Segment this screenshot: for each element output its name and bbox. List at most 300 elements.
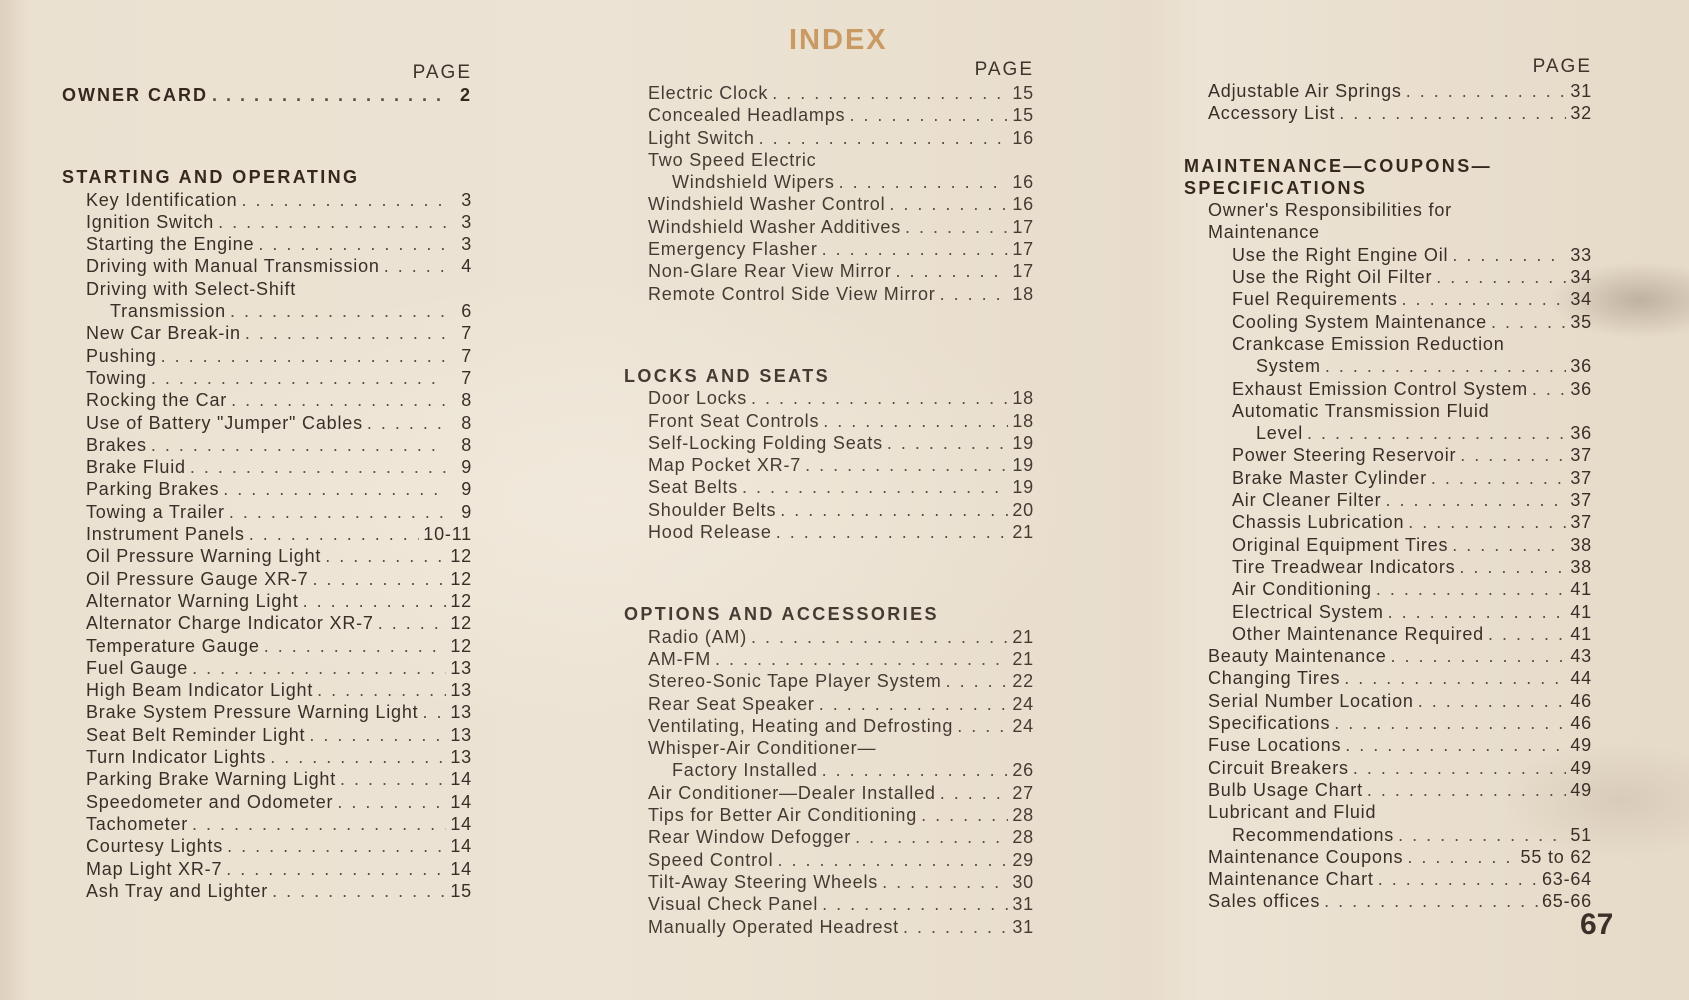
dot-leader — [1452, 534, 1566, 556]
entry-title: Ventilating, Heating and Defrosting — [648, 715, 954, 736]
entry-page: 13 — [450, 724, 472, 745]
dot-leader — [780, 499, 1008, 521]
entry-page: 31 — [1012, 894, 1034, 915]
entry-title: Hood Release — [648, 522, 772, 543]
entry-title: Tire Treadwear Indicators — [1232, 556, 1456, 577]
entry-title: Concealed Headlamps — [648, 105, 846, 126]
index-entry — [1184, 734, 1592, 756]
entry-page: 49 — [1570, 735, 1592, 756]
index-entry — [1184, 221, 1592, 243]
dot-leader — [1325, 355, 1566, 377]
entry-title: Fuse Locations — [1208, 735, 1342, 756]
index-entry — [1184, 757, 1592, 779]
dot-leader — [751, 626, 1008, 648]
index-entry — [62, 278, 472, 300]
dot-leader — [245, 322, 446, 344]
entry-title: Air Conditioning — [1232, 579, 1372, 600]
dot-leader — [1307, 422, 1566, 444]
entry-page: 9 — [461, 501, 472, 522]
index-entry — [1184, 266, 1592, 288]
entry-page: 33 — [1570, 244, 1592, 265]
index-entry — [62, 568, 472, 590]
dot-leader — [317, 679, 446, 701]
entry-page: 15 — [1012, 105, 1034, 126]
index-entry — [62, 389, 472, 411]
entry-page: 15 — [450, 880, 472, 901]
dot-leader — [1491, 311, 1566, 333]
index-entry — [624, 216, 1034, 238]
index-entry — [62, 434, 472, 456]
entry-page: 27 — [1012, 782, 1034, 803]
entry-title: Manually Operated Headrest — [648, 916, 899, 937]
entry-page: 16 — [1012, 127, 1034, 148]
entry-page: 7 — [461, 345, 472, 366]
entry-title: STARTING AND OPERATING — [62, 167, 360, 188]
dot-leader — [777, 849, 1008, 871]
entry-page: 32 — [1570, 103, 1592, 124]
dot-leader — [1532, 378, 1566, 400]
entry-title: Alternator Warning Light — [86, 590, 299, 611]
index-title: INDEX — [789, 24, 888, 56]
index-entry — [624, 127, 1034, 149]
entry-title: Crankcase Emission Reduction — [1232, 333, 1505, 354]
index-entry — [62, 345, 472, 367]
entry-title: Alternator Charge Indicator XR-7 — [86, 613, 374, 634]
dot-leader — [823, 410, 1008, 432]
dot-leader — [1418, 690, 1566, 712]
index-entry — [62, 813, 472, 835]
entry-title: Rear Seat Speaker — [648, 693, 815, 714]
index-entry — [624, 804, 1034, 826]
dot-leader — [819, 693, 1008, 715]
entry-title: Two Speed Electric — [648, 149, 817, 170]
index-entry — [1184, 578, 1592, 600]
entry-page: 6 — [461, 301, 472, 322]
spacer — [624, 573, 1034, 603]
dot-leader — [223, 478, 446, 500]
index-entries — [624, 82, 1034, 938]
entry-page: 37 — [1570, 467, 1592, 488]
index-entry — [62, 367, 472, 389]
entry-page: 3 — [461, 211, 472, 232]
dot-leader — [905, 216, 1008, 238]
entry-title: Chassis Lubrication — [1232, 512, 1405, 533]
entry-title: Remote Control Side View Mirror — [648, 283, 936, 304]
index-entry — [1184, 779, 1592, 801]
index-entry — [62, 523, 472, 545]
entry-title: Cooling System Maintenance — [1232, 311, 1487, 332]
index-entry — [1184, 80, 1592, 102]
entry-page: 38 — [1570, 534, 1592, 555]
entry-title: SPECIFICATIONS — [1184, 177, 1368, 198]
entry-page: 37 — [1570, 445, 1592, 466]
entry-title: Shoulder Belts — [648, 499, 777, 520]
entry-title: Tips for Better Air Conditioning — [648, 805, 918, 826]
section-heading — [624, 603, 1034, 625]
index-entry — [62, 211, 472, 233]
entry-page: 4 — [461, 256, 472, 277]
entry-title: Visual Check Panel — [648, 894, 819, 915]
index-entry — [62, 791, 472, 813]
entry-page: 21 — [1012, 626, 1034, 647]
entry-title: Maintenance Coupons — [1208, 846, 1404, 867]
index-entry — [1184, 355, 1592, 377]
dot-leader — [849, 104, 1008, 126]
entry-title: Use the Right Engine Oil — [1232, 244, 1449, 265]
entry-page: 13 — [450, 702, 472, 723]
entry-title: Owner's Responsibilities for — [1208, 200, 1452, 221]
index-entry — [62, 746, 472, 768]
index-entry — [62, 590, 472, 612]
dot-leader — [230, 300, 446, 322]
entry-title: Towing a Trailer — [86, 501, 225, 522]
entry-title: Specifications — [1208, 713, 1331, 734]
entry-page: 10-11 — [423, 524, 472, 545]
entry-page: 49 — [1570, 757, 1592, 778]
entry-title: Accessory List — [1208, 103, 1336, 124]
entry-page: 14 — [450, 836, 472, 857]
entry-page: 16 — [1012, 172, 1034, 193]
dot-leader — [1398, 824, 1566, 846]
entry-page: 16 — [1012, 194, 1034, 215]
dot-leader — [742, 476, 1008, 498]
index-entry — [62, 322, 472, 344]
dot-leader — [337, 791, 446, 813]
index-entry — [1184, 712, 1592, 734]
entry-page: 55 to 62 — [1520, 846, 1592, 867]
entry-page: 37 — [1570, 490, 1592, 511]
index-entry — [62, 545, 472, 567]
entry-page: 36 — [1570, 378, 1592, 399]
dot-leader — [325, 545, 446, 567]
index-entry — [624, 521, 1034, 543]
dot-leader — [805, 454, 1008, 476]
dot-leader — [190, 456, 446, 478]
entry-title: Use of Battery "Jumper" Cables — [86, 412, 363, 433]
index-entry — [1184, 244, 1592, 266]
entry-title: Speed Control — [648, 849, 774, 870]
entry-page: 31 — [1570, 81, 1592, 101]
index-entry — [1184, 288, 1592, 310]
entry-title: OPTIONS AND ACCESSORIES — [624, 604, 939, 625]
dot-leader — [887, 432, 1008, 454]
index-entry — [1184, 511, 1592, 533]
dot-leader — [272, 880, 446, 902]
entry-page: 63-64 — [1541, 869, 1592, 890]
index-entry — [624, 283, 1034, 305]
page-number: 67 — [1580, 908, 1614, 941]
entry-title: Factory Installed — [672, 760, 818, 781]
dot-leader — [151, 434, 446, 456]
index-entry — [624, 849, 1034, 871]
index-entry — [624, 104, 1034, 126]
spacer — [1184, 125, 1592, 155]
entry-page: 65-66 — [1541, 891, 1592, 912]
index-entry — [1184, 534, 1592, 556]
entry-page: 36 — [1570, 423, 1592, 444]
entry-page: 34 — [1570, 289, 1592, 310]
entry-page: 2 — [459, 85, 472, 105]
entry-page: 19 — [1012, 432, 1034, 453]
page-column-header: PAGE — [1532, 56, 1592, 77]
index-entry — [624, 238, 1034, 260]
dot-leader — [889, 193, 1008, 215]
entry-page: 12 — [450, 546, 472, 567]
index-entry — [1184, 489, 1592, 511]
entry-title: Changing Tires — [1208, 668, 1341, 689]
entry-title: Recommendations — [1232, 824, 1395, 845]
entry-page: 17 — [1012, 239, 1034, 260]
dot-leader — [161, 345, 446, 367]
section-heading — [1184, 155, 1592, 177]
index-entry — [624, 410, 1034, 432]
entry-title: Serial Number Location — [1208, 690, 1414, 711]
entry-title: Brake System Pressure Warning Light — [86, 702, 419, 723]
entry-page: 26 — [1012, 760, 1034, 781]
entry-page: 19 — [1012, 455, 1034, 476]
dot-leader — [940, 283, 1008, 305]
entry-title: Electric Clock — [648, 83, 769, 103]
index-entry — [62, 724, 472, 746]
entry-title: Windshield Washer Control — [648, 194, 886, 215]
entry-title: Fuel Gauge — [86, 657, 189, 678]
dot-leader — [192, 813, 446, 835]
entry-title: Whisper-Air Conditioner— — [648, 738, 877, 759]
index-entry — [1184, 601, 1592, 623]
entry-title: OWNER CARD — [62, 85, 208, 105]
entry-title: Fuel Requirements — [1232, 289, 1398, 310]
dot-leader — [1367, 779, 1566, 801]
entry-title: Temperature Gauge — [86, 635, 260, 656]
entry-title: Stereo-Sonic Tape Player System — [648, 671, 942, 692]
dot-leader — [1406, 80, 1566, 102]
page-column-header: PAGE — [974, 59, 1034, 80]
index-entry — [624, 648, 1034, 670]
dot-leader — [822, 759, 1008, 781]
spacer — [624, 335, 1034, 365]
index-entry — [624, 670, 1034, 692]
dot-leader — [855, 826, 1008, 848]
spacer — [62, 106, 472, 136]
index-entry — [1184, 311, 1592, 333]
entry-page: 34 — [1570, 267, 1592, 288]
entry-title: Driving with Manual Transmission — [86, 256, 380, 277]
entry-title: Driving with Select-Shift — [86, 278, 297, 299]
dot-leader — [1324, 890, 1538, 912]
entry-page: 8 — [461, 412, 472, 433]
index-entry — [624, 693, 1034, 715]
entry-title: Sales offices — [1208, 891, 1321, 912]
dot-leader — [258, 233, 446, 255]
dot-leader — [229, 501, 446, 523]
entry-title: Map Light XR-7 — [86, 858, 223, 879]
dot-leader — [226, 858, 446, 880]
entry-title: Parking Brake Warning Light — [86, 769, 337, 790]
dot-leader — [378, 612, 446, 634]
index-entry — [62, 701, 472, 723]
entry-page: 18 — [1012, 410, 1034, 431]
index-entry — [62, 189, 472, 211]
dot-leader — [759, 127, 1008, 149]
entry-title: MAINTENANCE—COUPONS— — [1184, 155, 1493, 176]
entry-page: 37 — [1570, 512, 1592, 533]
entry-title: Seat Belt Reminder Light — [86, 724, 306, 745]
entry-title: Tachometer — [86, 813, 189, 834]
entry-page: 14 — [450, 813, 472, 834]
index-entry — [1184, 667, 1592, 689]
entry-title: Non-Glare Rear View Mirror — [648, 261, 892, 282]
entry-title: Turn Indicator Lights — [86, 747, 267, 768]
entry-page: 41 — [1570, 623, 1592, 644]
index-entry — [624, 260, 1034, 282]
index-entry — [624, 171, 1034, 193]
entry-page: 51 — [1570, 824, 1592, 845]
entry-page: 46 — [1570, 690, 1592, 711]
dot-leader — [921, 804, 1008, 826]
entry-title: Electrical System — [1232, 601, 1384, 622]
dot-leader — [1436, 266, 1566, 288]
entry-page: 12 — [450, 613, 472, 634]
entry-page: 24 — [1012, 693, 1034, 714]
entry-title: Original Equipment Tires — [1232, 534, 1449, 555]
index-entry — [62, 679, 472, 701]
dot-leader — [1402, 288, 1566, 310]
entry-title: Windshield Wipers — [672, 172, 835, 193]
index-entry — [62, 255, 472, 277]
dot-leader — [1460, 444, 1566, 466]
entry-title: Oil Pressure Warning Light — [86, 546, 322, 567]
index-entry — [1184, 400, 1592, 422]
index-entry — [1184, 890, 1592, 912]
entry-page: 12 — [450, 590, 472, 611]
entry-page: 14 — [450, 791, 472, 812]
entry-page: 35 — [1570, 311, 1592, 332]
entry-title: Brake Fluid — [86, 457, 186, 478]
dot-leader — [882, 871, 1008, 893]
dot-leader — [772, 82, 1008, 104]
entry-title: Map Pocket XR-7 — [648, 455, 802, 476]
index-entry — [624, 893, 1034, 915]
entry-page: 3 — [461, 234, 472, 255]
index-entry — [624, 82, 1034, 104]
section-heading — [62, 166, 472, 188]
index-entry — [62, 835, 472, 857]
index-entry — [1184, 801, 1592, 823]
entry-title: Door Locks — [648, 388, 748, 409]
entry-page: 19 — [1012, 477, 1034, 498]
entry-title: Oil Pressure Gauge XR-7 — [86, 568, 309, 589]
entry-page: 7 — [461, 367, 472, 388]
dot-leader — [1459, 556, 1566, 578]
dot-leader — [422, 701, 446, 723]
entry-title: Front Seat Controls — [648, 410, 820, 431]
entry-page: 17 — [1012, 261, 1034, 282]
entry-page: 28 — [1012, 827, 1034, 848]
dot-leader — [270, 746, 446, 768]
dot-leader — [1431, 467, 1566, 489]
entry-title: Rear Window Defogger — [648, 827, 852, 848]
dot-leader — [303, 590, 446, 612]
dot-leader — [1334, 712, 1566, 734]
entry-page: 44 — [1570, 668, 1592, 689]
index-entry — [1184, 467, 1592, 489]
index-entry — [1184, 690, 1592, 712]
entry-title: Starting the Engine — [86, 234, 255, 255]
dot-leader — [822, 893, 1008, 915]
entry-title: System — [1256, 356, 1321, 377]
index-entry — [1184, 444, 1592, 466]
index-entry — [624, 499, 1034, 521]
entry-title: Key Identification — [86, 189, 238, 210]
dot-leader — [1388, 601, 1566, 623]
dot-leader — [264, 635, 446, 657]
entry-page: 41 — [1570, 579, 1592, 600]
entry-page: 18 — [1012, 283, 1034, 304]
index-entry — [1184, 199, 1592, 221]
entry-page: 41 — [1570, 601, 1592, 622]
index-entry — [624, 737, 1034, 759]
dot-leader — [957, 715, 1008, 737]
entry-page: 9 — [461, 479, 472, 500]
index-entry — [62, 478, 472, 500]
entry-page: 21 — [1012, 522, 1034, 543]
entry-page: 30 — [1012, 871, 1034, 892]
dot-leader — [1452, 244, 1566, 266]
dot-leader — [1391, 645, 1566, 667]
index-entry — [62, 233, 472, 255]
entry-title: Ignition Switch — [86, 211, 215, 232]
entry-title: LOCKS AND SEATS — [624, 365, 831, 386]
entry-title: Circuit Breakers — [1208, 757, 1349, 778]
entry-title: Light Switch — [648, 127, 755, 148]
dot-leader — [309, 724, 446, 746]
dot-leader — [1353, 757, 1566, 779]
entry-title: Automatic Transmission Fluid — [1232, 400, 1490, 421]
index-entry — [1184, 868, 1592, 890]
spacer — [62, 136, 472, 166]
dot-leader — [367, 412, 446, 434]
dot-leader — [1376, 578, 1566, 600]
entry-title: Tilt-Away Steering Wheels — [648, 871, 879, 892]
entry-title: Level — [1256, 423, 1304, 444]
entry-title: Instrument Panels — [86, 524, 245, 545]
dot-leader — [218, 211, 446, 233]
entry-page: 14 — [450, 858, 472, 879]
index-entry — [1184, 623, 1592, 645]
index-entry — [62, 657, 472, 679]
index-entry — [624, 871, 1034, 893]
index-entry — [624, 149, 1034, 171]
dot-leader — [151, 367, 446, 389]
entry-title: Other Maintenance Required — [1232, 623, 1484, 644]
entry-page: 8 — [461, 390, 472, 411]
index-heading-entry — [62, 84, 472, 106]
entry-page: 3 — [461, 189, 472, 210]
dot-leader — [940, 782, 1008, 804]
dot-leader — [241, 189, 446, 211]
index-entry — [1184, 824, 1592, 846]
spacer — [624, 543, 1034, 573]
index-entry — [62, 412, 472, 434]
entry-title: Speedometer and Odometer — [86, 791, 334, 812]
index-entry — [62, 456, 472, 478]
dot-leader — [1407, 846, 1516, 868]
entry-page: 17 — [1012, 216, 1034, 237]
dot-leader — [822, 238, 1008, 260]
entry-title: Lubricant and Fluid — [1208, 802, 1377, 823]
entry-page: 20 — [1012, 499, 1034, 520]
index-entry — [624, 432, 1034, 454]
